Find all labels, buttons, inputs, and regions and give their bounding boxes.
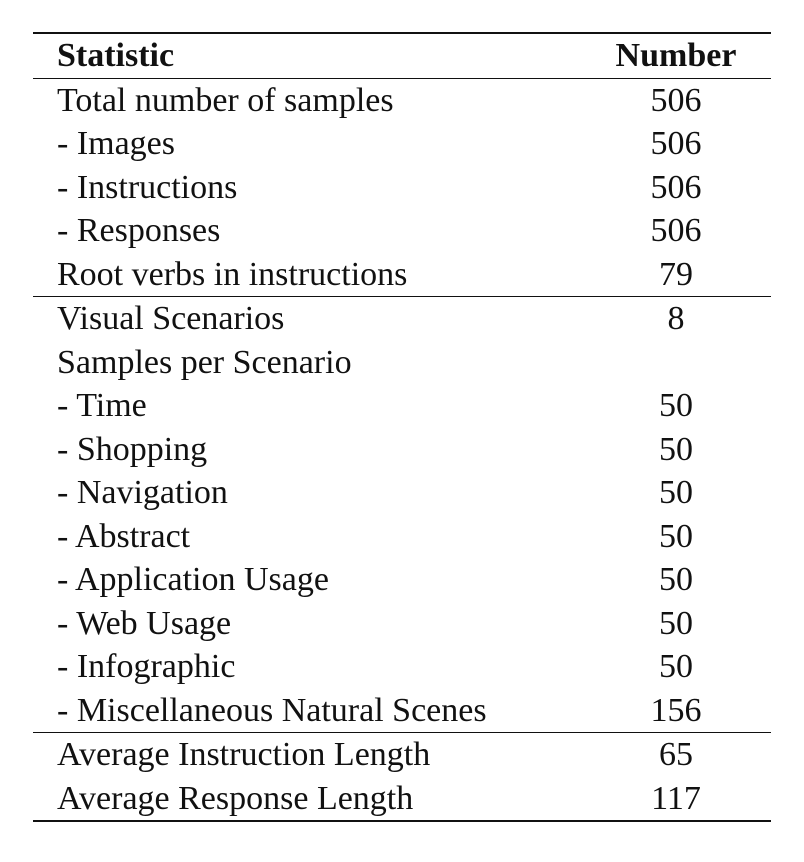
table-row [33, 645, 771, 689]
row-value: 50 [659, 648, 693, 685]
row-value [581, 341, 771, 385]
row-label: - Shopping [57, 430, 208, 468]
row-label: - Images [57, 125, 176, 162]
row-label: - Navigation [57, 474, 228, 511]
row-value: 65 [659, 736, 693, 773]
row-label: Root verbs in instructions [57, 255, 408, 293]
table-row [33, 733, 771, 777]
table-row [33, 471, 771, 515]
row-label: - Web Usage [57, 604, 232, 642]
group-averages [33, 733, 771, 822]
table-row [33, 689, 771, 733]
row-value: 50 [659, 387, 693, 424]
row-label: - Time [57, 387, 147, 424]
row-label: - Miscellaneous Natural Scenes [57, 691, 487, 729]
header-number: Number [615, 37, 737, 74]
header-row [33, 33, 771, 78]
table-row [33, 297, 771, 341]
row-value: 50 [659, 561, 693, 598]
row-label: Visual Scenarios [57, 300, 285, 337]
row-label: - Application Usage [57, 561, 329, 598]
row-value: 79 [659, 255, 693, 293]
table-row [33, 777, 771, 822]
table-header [33, 33, 771, 78]
row-value: 506 [650, 81, 702, 119]
statistics-table [33, 32, 771, 822]
row-value: 8 [667, 300, 685, 337]
row-value: 50 [659, 474, 693, 511]
table-row [33, 384, 771, 428]
row-label: Average Response Length [57, 779, 414, 817]
row-value: 50 [659, 517, 693, 555]
row-value: 506 [650, 125, 702, 162]
table-row [33, 341, 771, 385]
row-label: Average Instruction Length [57, 736, 431, 773]
row-value: 506 [650, 212, 702, 249]
row-label: Samples per Scenario [57, 343, 352, 381]
table-row [33, 602, 771, 646]
table-row [33, 558, 771, 602]
group-sample-counts [33, 78, 771, 297]
group-scenarios [33, 297, 771, 733]
table-row [33, 166, 771, 210]
header-statistic: Statistic [57, 37, 175, 74]
row-label: - Infographic [57, 648, 236, 685]
row-value: 50 [659, 430, 693, 468]
table-row [33, 515, 771, 559]
row-value: 506 [650, 168, 702, 206]
row-label: Total number of samples [57, 81, 394, 119]
row-value: 50 [659, 604, 693, 642]
row-label: - Abstract [57, 517, 191, 555]
table-row [33, 78, 771, 122]
row-label: - Instructions [57, 168, 238, 206]
row-label: - Responses [57, 212, 221, 249]
table-row [33, 209, 771, 253]
table-row [33, 253, 771, 297]
table-row [33, 122, 771, 166]
row-value: 156 [650, 691, 702, 729]
row-value: 117 [651, 779, 701, 817]
table-row [33, 428, 771, 472]
